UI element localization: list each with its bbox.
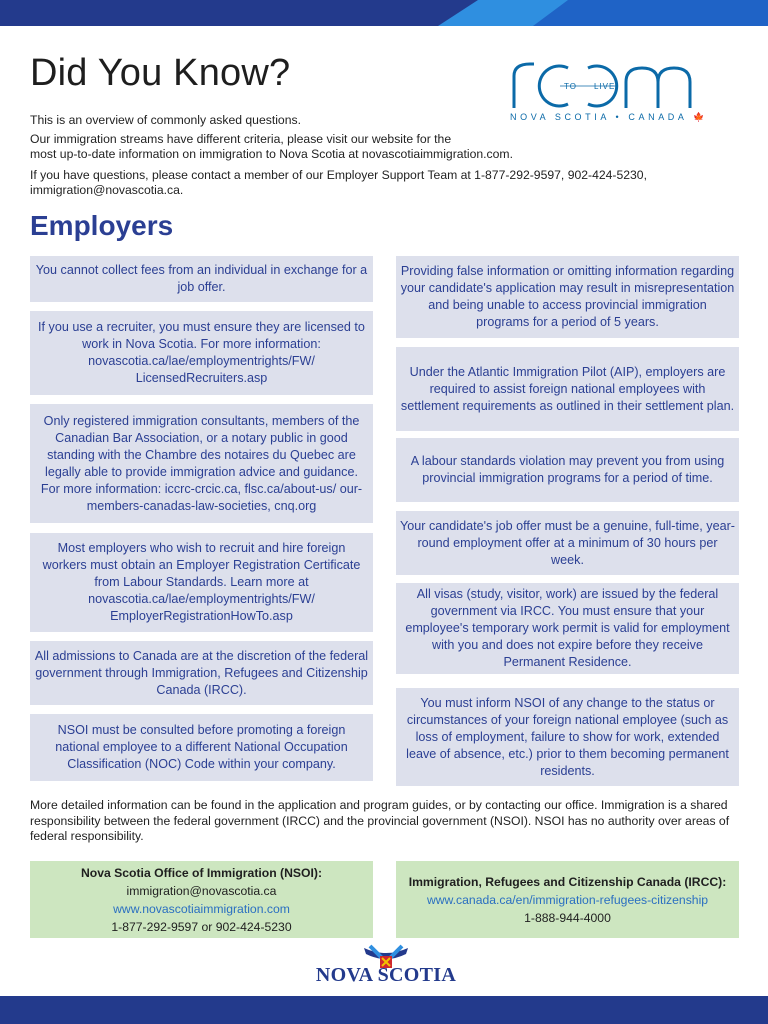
fact-box: Most employers who wish to recruit and hire foreign workers must obtain an Employer Registration Certificate from Labour Standards. Learn more at novascotia.ca/lae/employmentrights/FW/ EmployerRegistrationHowTo.asp [30,533,373,632]
bottom-banner [0,996,768,1024]
fact-box: Providing false information or omitting information regarding your candidate's application may result in misrepresentation and being unable to access provincial immigration programs for a period of 5 years. [396,256,739,338]
intro-streams: Our immigration streams have different criteria, please visit our website for the most up-to-date information on immigration to Nova Scotia at novascotiaimmigration.com. [30,131,513,161]
nsoi-phone-numbers: 1-877-292-9597 or 902-424-5230 [111,919,292,934]
room-logo-wordmark [508,56,708,112]
nsoi-contact-title: Nova Scotia Office of Immigration (NSOI): [80,865,323,880]
logo-live-text: LIVE [594,82,616,91]
fact-box: You cannot collect fees from an individual in exchange for a job offer. [30,256,373,302]
top-banner [0,0,768,26]
intro-overview: This is an overview of commonly asked questions. [30,113,301,127]
nsoi-email[interactable]: immigration@novascotia.ca [126,883,277,898]
fact-box: All visas (study, visitor, work) are issued by the federal government via IRCC. You must ensure that your employee's temporary work permit is valid for employment with you and does not expire before they receive Permanent Residence. [396,583,739,674]
nsoi-contact-card [30,861,373,938]
ircc-website-link[interactable]: www.canada.ca/en/immigration-refugees-citizenship [426,892,709,907]
logo-tagline: NOVA SCOTIA • CANADA 🍁 [510,112,708,122]
fact-box: You must inform NSOI of any change to the status or circumstances of your foreign national employee (such as loss of employment, failure to show for work, extended leave of absence, etc.) prior to them becoming permanent residents. [396,688,739,786]
fact-box: Only registered immigration consultants, members of the Canadian Bar Association, or a notary public in good standing with the Chambre des notaires du Quebec are legally able to provide immigration advice and guidance. For more information: iccrc-crcic.ca, flsc.ca/about-us/ our-members-canadas-law-societies, cnq.org [30,404,373,523]
footer-note: More detailed information can be found in the application and program guides, or by contacting our office. Immigration is a shared responsibility between the federal government (IRCC) and the provincial government (NSOI). NSOI has no authority over areas of federal responsibility. [30,798,730,843]
fact-box: Under the Atlantic Immigration Pilot (AIP), employers are required to assist foreign national employees with settlement requirements as outlined in their settlement plan. [396,347,739,431]
fact-box: If you use a recruiter, you must ensure they are licensed to work in Nova Scotia. For more information: novascotia.ca/lae/employmentrights/FW/ LicensedRecruiters.asp [30,311,373,395]
ircc-phone-number: 1-888-944-4000 [524,910,611,925]
nova-scotia-logo [314,944,464,992]
fact-box: Your candidate's job offer must be a genuine, full-time, year-round employment offer at a minimum of 30 hours per week. [396,511,739,575]
fact-box: All admissions to Canada are at the discretion of the federal government through Immigration, Refugees and Citizenship Canada (IRCC). [30,641,373,705]
intro-contact: If you have questions, please contact a member of our Employer Support Team at 1-877-292-9597, 902-424-5230, immigration@novascotia.ca. [30,167,647,197]
section-heading-employers: Employers [30,210,174,241]
ircc-contact-title: Immigration, Refugees and Citizenship Canada (IRCC): [408,874,727,889]
fact-box: A labour standards violation may prevent you from using provincial immigration programs for a period of time. [396,438,739,502]
nsoi-website-link[interactable]: www.novascotiaimmigration.com [113,901,290,916]
ircc-contact-card [396,861,739,938]
nova-scotia-wordmark: NOVA SCOTIA [315,964,457,986]
fact-box: NSOI must be consulted before promoting a foreign national employee to a different National Occupation Classification (NOC) Code within your company. [30,714,373,781]
maple-leaf-icon: 🍁 [693,112,708,122]
intro-section [30,113,710,204]
page-title: Did You Know? [30,52,291,94]
logo-to-text: TO [564,82,577,91]
